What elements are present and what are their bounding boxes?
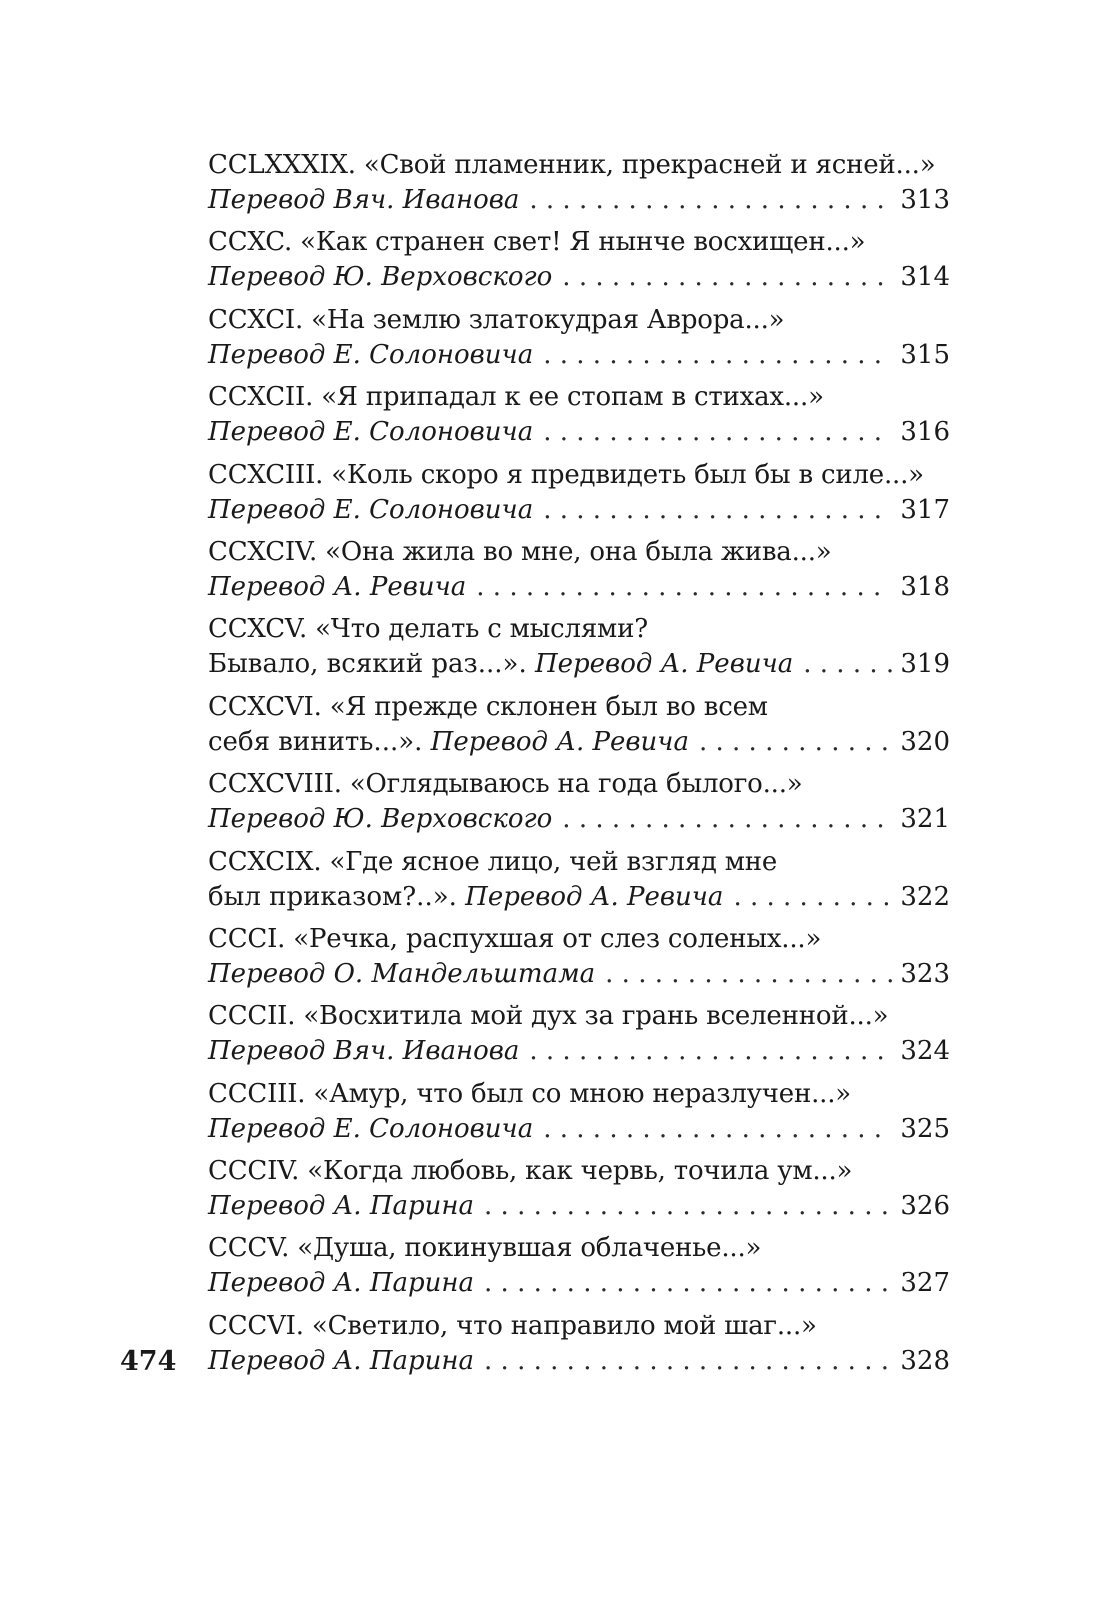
toc-entry	[208, 225, 950, 302]
toc-entry	[208, 1309, 950, 1386]
entry-page-number: 322	[900, 881, 950, 912]
entry-title: CCCI. «Речка, распухшая от слез соленых...»	[208, 923, 822, 954]
entry-translator: Перевод Е. Солоновича	[208, 417, 534, 448]
entry-page-number: 327	[900, 1268, 950, 1299]
entry-title: CCXCIX. «Где ясное лицо, чей взгляд мне	[208, 846, 778, 877]
dot-leader	[562, 802, 892, 837]
dot-leader	[605, 957, 892, 992]
entry-translator: Перевод Вяч. Иванова	[208, 185, 520, 215]
entry-reference-line	[208, 1034, 950, 1069]
entry-page-number: 328	[900, 1345, 950, 1376]
entry-page-number: 320	[900, 726, 950, 757]
entry-page-number: 317	[900, 494, 950, 525]
entry-reference-line	[208, 725, 950, 760]
entry-page-number: 323	[900, 958, 950, 989]
dot-leader	[733, 880, 892, 915]
entry-translator: Перевод А. Ревича	[534, 649, 794, 680]
entry-translator: Перевод А. Ревича	[465, 881, 724, 912]
dot-leader	[529, 183, 892, 218]
entry-reference-line	[208, 570, 950, 605]
entry-title-continuation: был приказом?..».	[208, 881, 457, 912]
entry-title: CCLXXXIX. «Свой пламенник, прекрасней и ясней...»	[208, 150, 936, 180]
entry-page-number: 315	[900, 339, 950, 370]
entry-reference-line	[208, 802, 950, 837]
entry-translator: Перевод А. Парина	[208, 1268, 475, 1299]
entry-page-number: 313	[900, 185, 950, 215]
entry-title-continuation: себя винить...».	[208, 726, 423, 757]
entry-translator: Перевод Е. Солоновича	[208, 1113, 534, 1144]
dot-leader	[529, 1034, 892, 1069]
toc-entry	[208, 458, 950, 535]
dot-leader	[484, 1344, 892, 1379]
entry-title: CCCII. «Восхитила мой дух за грань вселенной...»	[208, 1001, 889, 1032]
toc-entry	[208, 999, 950, 1076]
toc-entry	[208, 612, 950, 689]
toc-entry	[208, 1231, 950, 1308]
entry-title: CCCIII. «Амур, что был со мною неразлучен...»	[208, 1078, 851, 1109]
entry-translator: Перевод Вяч. Иванова	[208, 1036, 520, 1067]
entry-title: CCXCV. «Что делать с мыслями?	[208, 614, 648, 645]
entry-title: CCXCVI. «Я прежде склонен был во всем	[208, 691, 768, 722]
dot-leader	[803, 647, 892, 682]
entry-translator: Перевод Е. Солоновича	[208, 494, 534, 525]
dot-leader	[543, 493, 892, 528]
entry-reference-line	[208, 1189, 950, 1224]
entry-reference-line	[208, 880, 950, 915]
dot-leader	[543, 1112, 892, 1147]
entry-reference-line	[208, 338, 950, 373]
entry-page-number: 319	[900, 649, 950, 680]
entry-translator: Перевод Ю. Верховского	[208, 262, 553, 293]
dot-leader	[699, 725, 892, 760]
entry-reference-line	[208, 957, 950, 992]
entry-title: CCXCIV. «Она жила во мне, она была жива...»	[208, 536, 832, 567]
entry-title-continuation: Бывало, всякий раз...».	[208, 649, 527, 680]
entry-title: CCCV. «Душа, покинувшая облаченье...»	[208, 1233, 762, 1264]
entry-reference-line	[208, 260, 950, 295]
entry-reference-line	[208, 647, 950, 682]
toc-entry	[208, 690, 950, 767]
dot-leader	[562, 260, 892, 295]
dot-leader	[476, 570, 892, 605]
toc-entry	[208, 845, 950, 922]
entry-translator: Перевод А. Ревича	[208, 571, 467, 602]
entry-page-number: 318	[900, 571, 950, 602]
entry-title: CCXCVIII. «Оглядываюсь на года былого...»	[208, 769, 803, 800]
entry-reference-line	[208, 183, 950, 218]
dot-leader	[484, 1266, 892, 1301]
entry-reference-line	[208, 1112, 950, 1147]
entry-page-number: 324	[900, 1036, 950, 1067]
entry-translator: Перевод О. Мандельштама	[208, 958, 596, 989]
toc-entry	[208, 303, 950, 380]
toc-entry	[208, 1077, 950, 1154]
folio-page-number: 474	[120, 1346, 177, 1377]
entry-page-number: 326	[900, 1191, 950, 1222]
toc-entry	[208, 380, 950, 457]
entry-title: CCXCI. «На землю златокудрая Аврора...»	[208, 304, 785, 335]
dot-leader	[543, 338, 892, 373]
entry-page-number: 316	[900, 417, 950, 448]
entry-reference-line	[208, 1344, 950, 1379]
toc-entry	[208, 535, 950, 612]
entry-title: CCXC. «Как странен свет! Я нынче восхищен...»	[208, 227, 866, 258]
toc-entry	[208, 1154, 950, 1231]
toc-entry	[208, 922, 950, 999]
entry-translator: Перевод А. Парина	[208, 1191, 475, 1222]
entry-page-number: 321	[900, 804, 950, 835]
toc-entry	[208, 148, 950, 225]
entry-title: CCCIV. «Когда любовь, как червь, точила ум...»	[208, 1156, 853, 1187]
toc-entry	[208, 767, 950, 844]
table-of-contents	[208, 148, 950, 1386]
entry-title: CCCVI. «Светило, что направило мой шаг...»	[208, 1310, 817, 1341]
entry-translator: Перевод Ю. Верховского	[208, 804, 553, 835]
dot-leader	[484, 1189, 892, 1224]
dot-leader	[543, 415, 892, 450]
entry-translator: Перевод А. Ревича	[430, 726, 689, 757]
entry-reference-line	[208, 1266, 950, 1301]
entry-page-number: 314	[900, 262, 950, 293]
entry-title: CCXCIII. «Коль скоро я предвидеть был бы в силе...»	[208, 459, 924, 490]
entry-reference-line	[208, 415, 950, 450]
entry-reference-line	[208, 493, 950, 528]
entry-translator: Перевод Е. Солоновича	[208, 339, 534, 370]
entry-translator: Перевод А. Парина	[208, 1345, 475, 1376]
entry-title: CCXCII. «Я припадал к ее стопам в стихах...»	[208, 382, 824, 413]
entry-page-number: 325	[900, 1113, 950, 1144]
